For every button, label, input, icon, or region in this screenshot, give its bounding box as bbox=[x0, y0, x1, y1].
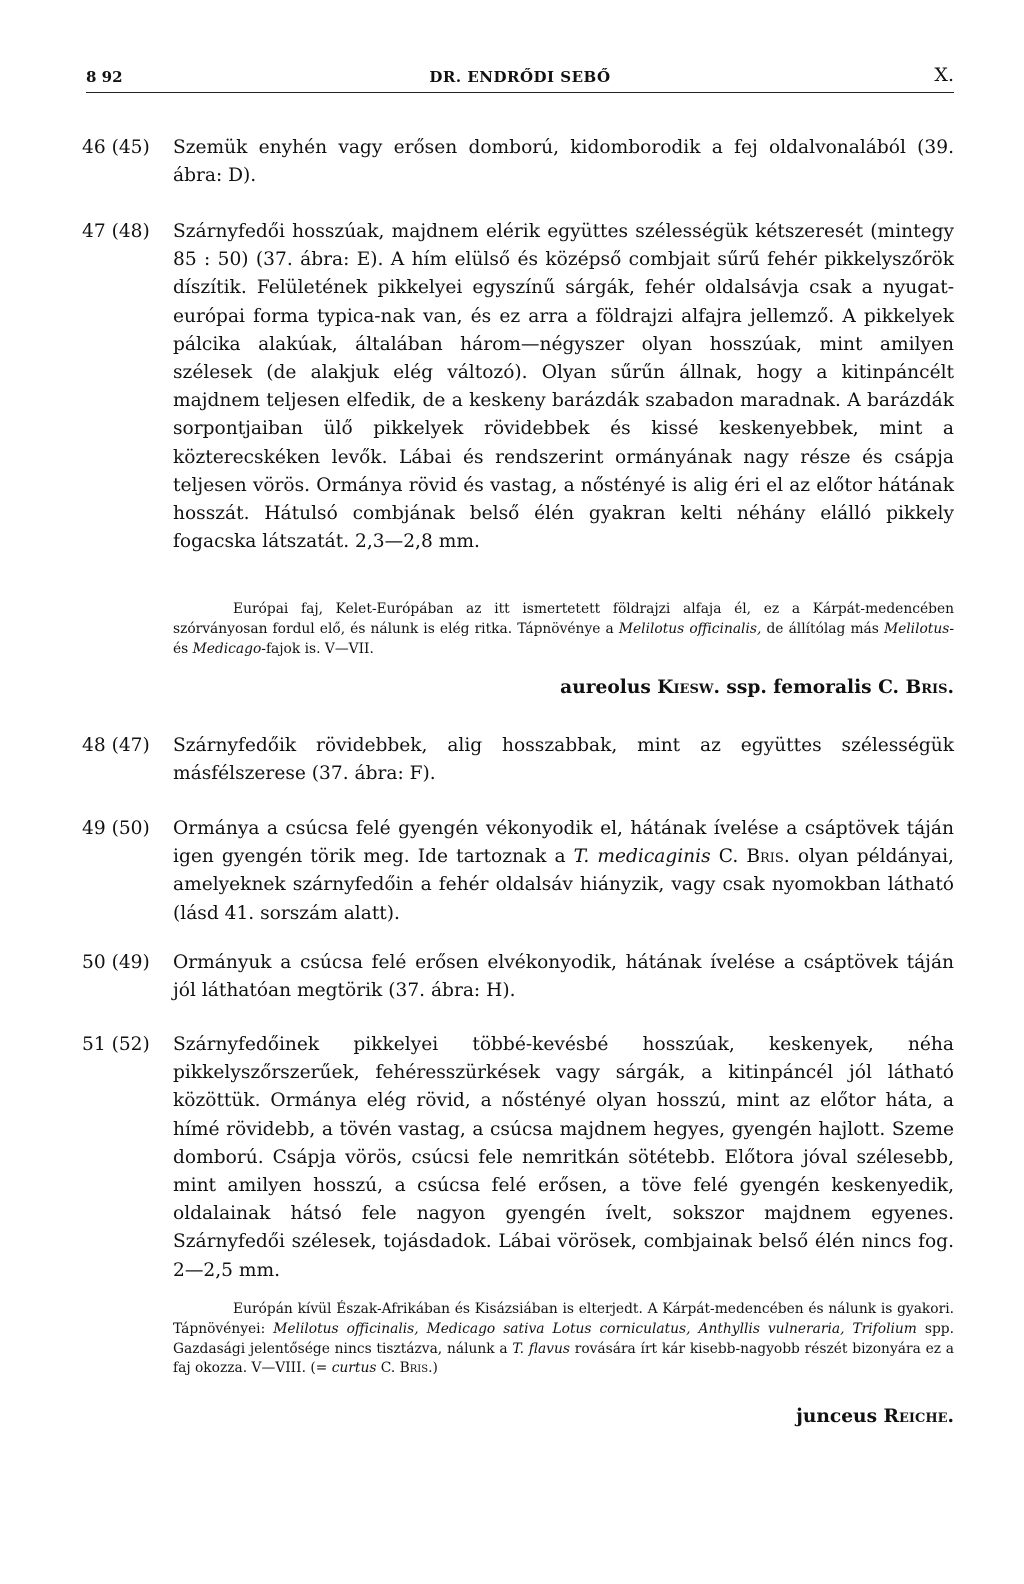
header-rule bbox=[86, 92, 954, 93]
key-text: Szárnyfedőik rövidebbek, alig hosszabbak, mint az együttes szélességük másfélszerese (37. ábra: F). bbox=[173, 735, 954, 785]
running-header bbox=[86, 64, 954, 90]
key-entry-46 bbox=[82, 134, 954, 190]
key-text: Ormányuk a csúcsa felé erősen elvékonyodik, hátának ívelése a csáptövek táján jól láthatóan megtörik (37. ábra: H). bbox=[173, 952, 954, 1002]
section-number: X. bbox=[934, 64, 954, 86]
key-number: 51 (52) bbox=[82, 1034, 150, 1055]
key-number: 50 (49) bbox=[82, 952, 150, 973]
key-entry-51 bbox=[82, 1031, 954, 1285]
key-text: Szárnyfedőinek pikkelyei többé-kevésbé hosszúak, keskenyek, néha pikkelyszőrszerűek, fehéresszürkések vagy sárgák, a kitinpáncél jól látható közöttük. Ormánya elég rövid, a nőstényé olyan hosszú, mint az előtor háta, a hímé rövidebb, a tövén vastag, a csúcsa majdnem hegyes, gyengén hajlott. Szeme domború. Csápja vörös, csúcsi fele nemritkán sötétebb. Előtora jóval szélesebb, mint amilyen hosszú, a csúcsa felé erősen, a töve felé gyengén keskenyedik, oldalainak hátsó fele nagyon gyengén ívelt, sokszor majdnem egyenes. Szárnyfedői szélesek, tojásdadok. Lábai vörösek, combjainak belső élén nincs fog. 2—2,5 mm. bbox=[173, 1034, 954, 1281]
key-number: 49 (50) bbox=[82, 818, 150, 839]
running-author: DR. ENDRŐDI SEBŐ bbox=[429, 68, 611, 86]
key-text: Ormánya a csúcsa felé gyengén vékonyodik el, hátának ívelése a csáptövek táján igen gyengén törik meg. Ide tartoznak a T. medicaginis C. Bris. olyan példányai, amelyeknek szárnyfedőin a fehér oldalsáv hiányzik, vagy csak nyomokban látható (lásd 41. sorszám alatt). bbox=[173, 818, 954, 924]
key-entry-48 bbox=[82, 732, 954, 788]
species-heading: junceus Reiche. bbox=[796, 1406, 954, 1427]
key-entry-49 bbox=[82, 815, 954, 928]
key-number: 47 (48) bbox=[82, 221, 150, 242]
key-text: Szemük enyhén vagy erősen domború, kidomborodik a fej oldalvonalából (39. ábra: D). bbox=[173, 137, 954, 187]
distribution-note: Európán kívül Észak-Afrikában és Kisázsiában is elterjedt. A Kárpát-medencében és nálunk is gyakori. Tápnövényei: Melilotus officinalis, Medicago sativa Lotus corniculatus, Anthyllis vulneraria, Trifolium spp. Gazdasági jelentősége nincs tisztázva, nálunk a T. flavus rovására írt kár kisebb-nagyobb részét bizonyára ez a faj okozza. V—VIII. (= curtus C. Bris.) bbox=[173, 1301, 955, 1377]
distribution-note: Európai faj, Kelet-Európában az itt ismertetett földrajzi alfaja él, ez a Kárpát-medencében szórványosan fordul elő, és nálunk is elég ritka. Tápnövénye a Melilotus officinalis, de állítólag más Melilotus- és Medicago-fajok is. V—VII. bbox=[173, 601, 954, 657]
page-number: 8 92 bbox=[86, 68, 123, 86]
key-entry-50 bbox=[82, 949, 954, 1005]
key-entry-47 bbox=[82, 218, 954, 556]
key-number: 46 (45) bbox=[82, 137, 150, 158]
key-number: 48 (47) bbox=[82, 735, 150, 756]
key-text: Szárnyfedői hosszúak, majdnem elérik együttes szélességük kétszeresét (mintegy 85 : 50) (37. ábra: E). A hím elülső és középső combjait sűrű fehér pikkelyszőrök díszítik. Felületének pikkelyei egyszínű sárgák, fehér oldalsávja csak a nyugat-európai forma typica-nak van, és ez arra a földrajzi alfajra jellemző. A pikkelyek pálcika alakúak, általában három—négyszer olyan hosszúak, mint amilyen szélesek (de alakjuk elég változó). Olyan sűrűn állnak, hogy a kitinpáncélt majdnem teljesen elfedik, de a keskeny barázdák szabadon maradnak. A barázdák sorpontjaiban ülő pikkelyek rövidebbek és kissé keskenyebbek, mint a közterecskéken levők. Lábai és rendszerint ormányának nagy része és csápja teljesen vörös. Ormánya rövid és vastag, a nőstényé is alig éri el az előtor hátának hosszát. Hátulsó combjának belső élén gyakran kelti néhány elálló pikkely fogacska látszatát. 2,3—2,8 mm. bbox=[173, 221, 954, 553]
species-heading: aureolus Kiesw. ssp. femoralis C. Bris. bbox=[560, 677, 954, 698]
